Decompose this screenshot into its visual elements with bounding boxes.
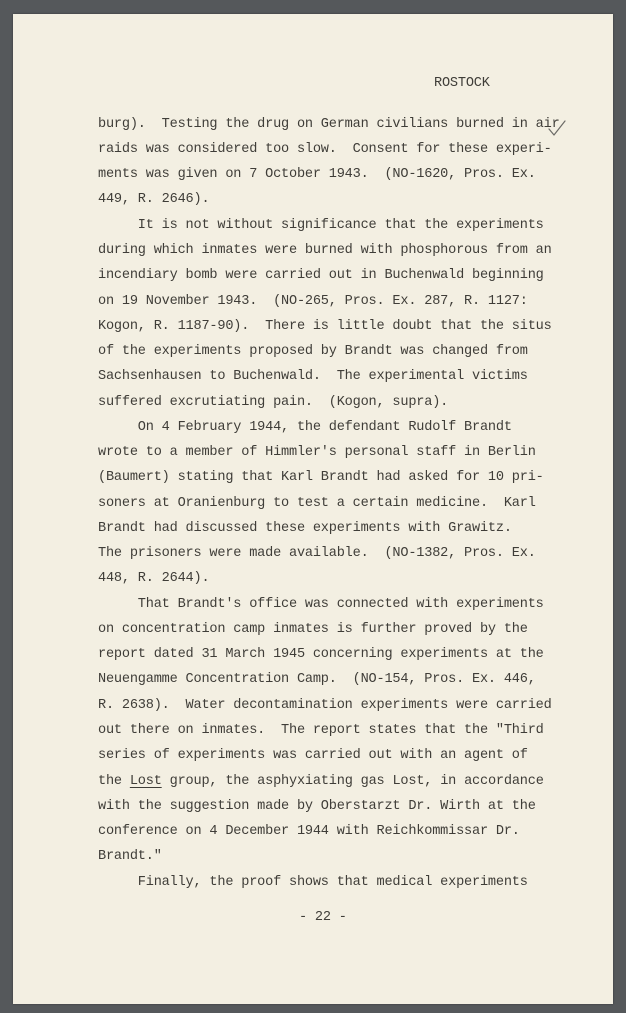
body-line: during which inmates were burned with phosphorous from an [98, 243, 552, 258]
body-line: Finally, the proof shows that medical experiments [98, 875, 528, 890]
body-line: Brandt." [98, 849, 162, 864]
body-line: That Brandt's office was connected with experiments [98, 597, 544, 612]
body-line: R. 2638). Water decontamination experiments were carried [98, 698, 552, 713]
body-line: ments was given on 7 October 1943. (NO-1620, Pros. Ex. [98, 167, 536, 182]
underlined-word-lost: Lost [129, 774, 162, 789]
body-line: Brandt had discussed these experiments with Grawitz. [98, 521, 512, 536]
body-line: Sachsenhausen to Buchenwald. The experimental victims [98, 369, 528, 384]
body-line: Kogon, R. 1187-90). There is little doubt that the situs [98, 319, 552, 334]
body-line: series of experiments was carried out with an agent of [98, 748, 528, 763]
body-line: out there on inmates. The report states that the "Third [98, 723, 544, 738]
body-line: (Baumert) stating that Karl Brandt had asked for 10 pri- [98, 470, 544, 485]
body-line: wrote to a member of Himmler's personal staff in Berlin [98, 445, 536, 460]
body-line: incendiary bomb were carried out in Buchenwald beginning [98, 268, 544, 283]
body-line: suffered excrutiating pain. (Kogon, supra). [98, 395, 449, 410]
body-line: It is not without significance that the experiments [98, 218, 544, 233]
page-number: - 22 - [299, 910, 347, 925]
body-line: Neuengamme Concentration Camp. (NO-154, Pros. Ex. 446, [98, 672, 536, 687]
body-line: conference on 4 December 1944 with Reichkommissar Dr. [98, 824, 520, 839]
body-line: report dated 31 March 1945 concerning experiments at the [98, 647, 544, 662]
body-line: The prisoners were made available. (NO-1382, Pros. Ex. [98, 546, 536, 561]
body-line: 449, R. 2646). [98, 192, 210, 207]
document-page [13, 14, 613, 1004]
body-line: burg). Testing the drug on German civilians burned in air [98, 117, 560, 132]
body-line: raids was considered too slow. Consent for these experi- [98, 142, 552, 157]
check-mark-icon [546, 117, 568, 139]
body-line: 448, R. 2644). [98, 571, 210, 586]
body-line: on 19 November 1943. (NO-265, Pros. Ex. 287, R. 1127: [98, 294, 528, 309]
body-line: on concentration camp inmates is further proved by the [98, 622, 528, 637]
body-line: of the experiments proposed by Brandt was changed from [98, 344, 528, 359]
line-text-before: the [98, 774, 130, 789]
body-line: On 4 February 1944, the defendant Rudolf Brandt [98, 420, 512, 435]
body-line: soners at Oranienburg to test a certain medicine. Karl [98, 496, 536, 511]
page-header: ROSTOCK [434, 76, 490, 91]
body-line-with-underline [98, 774, 544, 789]
body-line: with the suggestion made by Oberstarzt Dr. Wirth at the [98, 799, 536, 814]
line-text-after: group, the asphyxiating gas Lost, in accordance [161, 774, 544, 789]
